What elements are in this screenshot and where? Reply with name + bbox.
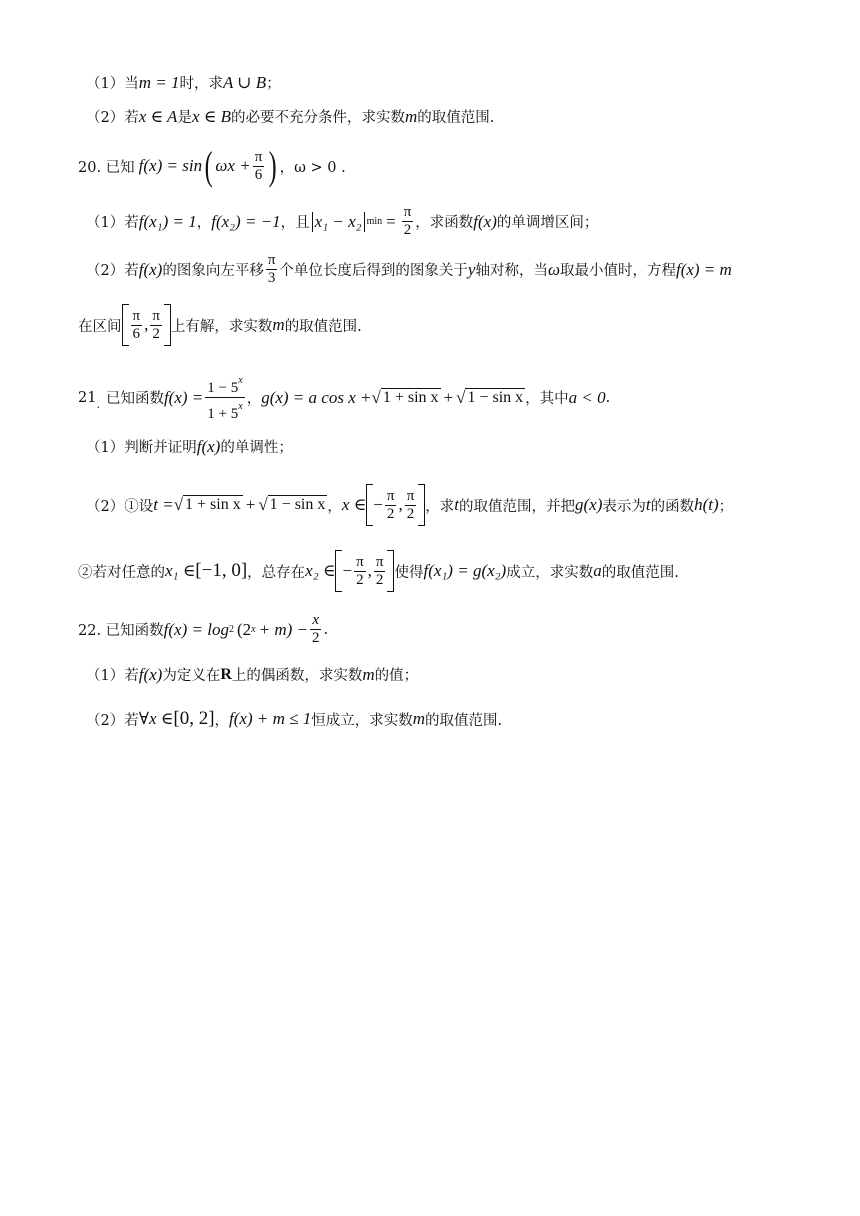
q22-arg-exp: x xyxy=(251,624,256,635)
q22-number: 22. 已知函数 xyxy=(78,623,164,639)
q20-part2-equation: f(x) = m xyxy=(675,259,732,279)
q20-part2-end: 上有解，求实数 xyxy=(170,318,273,335)
q20-number: 20. 已知 xyxy=(78,159,135,176)
fraction-numerator: π xyxy=(375,553,384,570)
q21-part2-text3: 表示为 xyxy=(602,498,646,515)
q21-part1 xyxy=(86,436,293,457)
q20-part1-text: ，求函数 xyxy=(415,215,474,231)
q21-f-fraction xyxy=(205,372,244,423)
q20-part1-and: ，且 xyxy=(280,215,310,231)
q21-part2 xyxy=(86,484,733,526)
q22-log-base: 2 xyxy=(228,624,234,635)
q20-part2-func: f(x) xyxy=(138,259,163,279)
abs-bar-left xyxy=(312,212,313,232)
fraction-denominator xyxy=(205,398,244,423)
q21-part2-h: h(t) xyxy=(694,495,719,514)
minus-sign: − xyxy=(373,495,383,514)
q22-part1-reals: R xyxy=(220,665,232,683)
q21-interval-left xyxy=(385,488,397,523)
fraction-numerator: π xyxy=(406,487,415,504)
bracket-left xyxy=(366,484,373,526)
q21-intro: 已知函数 xyxy=(105,391,164,407)
q19-part2-var: m xyxy=(404,106,418,126)
q20-condition: ，ω > 0 . xyxy=(279,159,346,176)
q20-part1-sep: ， xyxy=(196,215,212,231)
q21-g: g(x) = a cos x + xyxy=(261,387,372,407)
q20-part1 xyxy=(86,204,598,239)
q20-part2-label: （2）若 xyxy=(86,263,139,279)
q20-part2-text1: 的图象向左平移 xyxy=(162,263,264,279)
fraction-numerator: π xyxy=(132,307,141,324)
q21-part3-interval: [−1, 0] xyxy=(195,560,248,581)
radicand: 1 − sin x xyxy=(467,388,524,406)
q20-interval-left xyxy=(131,308,143,343)
minus-sign: − xyxy=(342,561,353,580)
q21-part3-a: a xyxy=(593,561,602,580)
q21-plus: + xyxy=(443,387,454,407)
q20-part2-y: y xyxy=(467,259,476,279)
q22-part2-ineq: f(x) + m ≤ 1 xyxy=(229,709,312,728)
q22-statement xyxy=(78,612,328,647)
q20-part1-cond-b: f(x₂) = −1 xyxy=(211,211,281,231)
sqrt-icon: √ xyxy=(371,387,381,407)
q21-part3-text: ，总存在 xyxy=(247,564,306,581)
q21-part3-eq: f(x₁) = g(x₂) xyxy=(423,561,507,580)
q21-part3-text3: 成立，求实数 xyxy=(506,564,594,581)
q21-part2-sep: ， xyxy=(327,498,342,515)
q20-part2-text2: 个单位长度后得到的图象关于 xyxy=(279,263,468,279)
q20-part2-omega: ω xyxy=(547,259,560,279)
bracket-left xyxy=(335,550,342,592)
q22-part1-label: （1）若 xyxy=(86,668,139,684)
q21-part3 xyxy=(78,550,679,592)
q19-part2 xyxy=(86,106,494,127)
interval-comma: , xyxy=(144,315,149,334)
q19-part1-condition: m = 1 xyxy=(138,72,180,92)
q21-part2-end: ； xyxy=(718,498,734,515)
q20-argument: ωx + xyxy=(215,156,251,175)
q22-part1-text2: 上的偶函数，求实数 xyxy=(231,668,363,684)
q21-part3-interval-left xyxy=(354,554,366,589)
q20-part1-abs-expr: x₁ − x₂ xyxy=(314,211,362,231)
q21-part2-label: （2）①设 xyxy=(86,498,154,515)
fraction-numerator: x xyxy=(312,612,320,628)
q19-part2-mid: 是 xyxy=(177,110,192,126)
fraction-numerator xyxy=(205,372,244,397)
q22-part1-text: 为定义在 xyxy=(162,668,221,684)
q19-part1-expression: A ∪ B xyxy=(222,72,267,92)
sqrt-icon: √ xyxy=(258,495,268,514)
fraction-denominator: 6 xyxy=(132,325,141,342)
q21-interval-right xyxy=(405,488,417,523)
q20-pi-over-6 xyxy=(253,149,265,184)
fraction-numerator: π xyxy=(356,553,364,570)
interval-comma: , xyxy=(367,561,372,580)
q20-pi-over-2 xyxy=(402,204,414,239)
exponent: x xyxy=(238,401,243,412)
q21-part2-x: x ∈ xyxy=(341,495,367,514)
q20-part1-label: （1）若 xyxy=(86,215,139,231)
fraction-denominator: 2 xyxy=(403,222,412,238)
bracket-left xyxy=(122,304,129,346)
q19-part2-text: 的必要不充分条件，求实数 xyxy=(230,110,405,126)
q20-part1-eq: = xyxy=(386,211,396,231)
q20-part1-cond-a: f(x₁) = 1 xyxy=(138,211,197,231)
bracket-right xyxy=(418,484,425,526)
fraction-denominator: 2 xyxy=(406,505,415,522)
fraction-numerator: π xyxy=(152,307,160,324)
fraction-numerator: π xyxy=(403,204,412,220)
q22-part2-forall: ∀x ∈ xyxy=(138,709,174,728)
bracket-right xyxy=(387,550,394,592)
q21-part3-text2: 使得 xyxy=(394,564,424,581)
q20-function: f(x) = sin xyxy=(138,156,203,175)
q20-part1-min: min xyxy=(366,216,383,227)
q20-part2-text3: 轴对称，当 xyxy=(475,263,548,279)
q21-part1-func: f(x) xyxy=(196,436,221,456)
q19-part1-text: 时，求 xyxy=(179,76,223,92)
q22-part1 xyxy=(86,664,418,685)
q21-part3-label: ②若对任意的 xyxy=(78,564,165,581)
q21-text: ，其中 xyxy=(525,391,569,407)
q20-part2-m: m xyxy=(272,315,285,334)
q22-part2-end: 的取值范围. xyxy=(424,712,503,729)
q21-part2-text4: 的函数 xyxy=(650,498,695,515)
q21-root1 xyxy=(371,388,440,408)
q22-end: . xyxy=(323,621,329,638)
q22-part2 xyxy=(86,708,502,730)
exponent: x xyxy=(238,375,243,386)
q21-root2 xyxy=(456,388,525,408)
q21-part2-text: ，求 xyxy=(425,498,455,515)
q21-part3-x2: x₂ ∈ xyxy=(305,561,336,580)
q20-interval-right xyxy=(150,308,162,343)
q21-number: 21 xyxy=(78,389,97,406)
q19-part1-end: ； xyxy=(266,76,281,92)
q22-part2-interval: [0, 2] xyxy=(173,708,215,729)
q21-part2-g: g(x) xyxy=(575,495,603,514)
fraction-denominator: 2 xyxy=(386,505,395,522)
q20-part1-end: 的单调增区间； xyxy=(496,215,599,231)
abs-bar-right xyxy=(364,212,365,232)
denominator-text: 1 + 5 xyxy=(207,406,239,422)
q19-part2-label: （2）若 xyxy=(86,110,139,126)
q20-part2-end2: 的取值范围. xyxy=(284,318,362,335)
q19-part2-set-b: x ∈ B xyxy=(191,106,231,126)
q22-arg: (2 xyxy=(236,619,252,639)
q22-arg2: + m) − xyxy=(258,619,308,639)
bracket-right xyxy=(164,304,171,346)
interval-comma: , xyxy=(398,495,403,514)
q21-part1-end: 的单调性； xyxy=(220,440,293,456)
q20-pi-over-3 xyxy=(266,252,278,287)
q22-part1-end: 的值； xyxy=(374,668,419,684)
q21-end: . xyxy=(605,389,611,406)
q20-statement xyxy=(78,143,346,188)
q21-part2-plus: + xyxy=(245,495,256,514)
q22-part1-func: f(x) xyxy=(138,664,163,684)
fraction-numerator: π xyxy=(386,487,395,504)
q20-part2-cont-text: 在区间 xyxy=(78,318,122,335)
q21-part2-tvar: t xyxy=(454,495,459,514)
fraction-denominator: 3 xyxy=(267,270,276,286)
q21-part2-root2 xyxy=(258,495,327,515)
q21-sep: ， xyxy=(246,391,262,407)
q22-part2-m: m xyxy=(412,709,425,728)
q22-part1-m: m xyxy=(362,664,375,684)
q22-f: f(x) = log xyxy=(163,619,229,639)
q22-part2-text: 恒成立，求实数 xyxy=(311,712,413,729)
q19-part2-set-a: x ∈ A xyxy=(138,106,178,126)
q21-f: f(x) = xyxy=(163,387,204,407)
q21-statement xyxy=(78,372,610,423)
q20-left-paren: ( xyxy=(204,143,213,188)
numerator-text: 1 − 5 xyxy=(207,380,239,396)
q19-part2-end: 的取值范围. xyxy=(417,110,495,126)
q20-part1-func: f(x) xyxy=(473,211,497,231)
sqrt-icon: √ xyxy=(456,387,466,407)
q22-part2-sep: ， xyxy=(214,712,230,729)
radicand: 1 − sin x xyxy=(269,496,326,513)
q22-part2-label: （2）若 xyxy=(86,712,139,729)
fraction-denominator: 2 xyxy=(152,325,160,342)
q22-x-over-2 xyxy=(310,612,322,647)
q21-part2-root1 xyxy=(174,495,243,515)
radicand: 1 + sin x xyxy=(382,388,439,406)
sqrt-icon: √ xyxy=(173,495,184,514)
fraction-numerator: π xyxy=(267,252,276,268)
fraction-denominator: 2 xyxy=(375,571,384,588)
q21-part3-interval-right xyxy=(374,554,386,589)
q19-part1 xyxy=(86,72,281,93)
q21-part3-end: 的取值范围. xyxy=(601,564,679,581)
radicand: 1 + sin x xyxy=(185,496,241,513)
q20-part2 xyxy=(86,252,732,287)
q21-part2-tvar2: t xyxy=(645,495,651,514)
q19-part1-label: （1）当 xyxy=(86,76,139,92)
fraction-denominator: 2 xyxy=(311,630,320,646)
q20-part2-cont xyxy=(78,304,362,346)
fraction-denominator: 2 xyxy=(356,571,364,588)
q21-dot: . xyxy=(96,398,100,411)
q20-right-paren: ) xyxy=(268,143,277,188)
q20-part2-text4: 取最小值时，方程 xyxy=(559,263,676,279)
q21-part2-text2: 的取值范围，并把 xyxy=(459,498,575,515)
q21-part2-t: t = xyxy=(153,495,174,514)
q21-cond: a < 0 xyxy=(568,387,606,407)
fraction-denominator: 6 xyxy=(254,166,263,183)
q21-part1-label: （1）判断并证明 xyxy=(86,440,197,456)
fraction-numerator: π xyxy=(254,148,263,165)
q21-part3-x1: x₁ ∈ xyxy=(165,561,196,580)
